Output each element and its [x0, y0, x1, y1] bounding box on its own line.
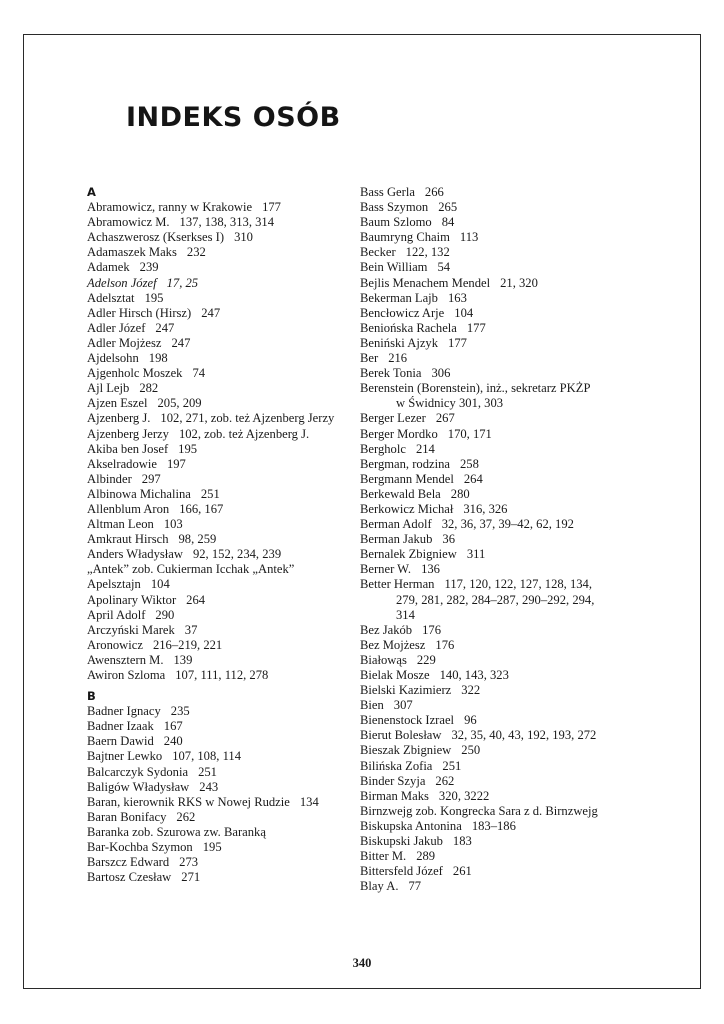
entry-pages: 36 [442, 532, 455, 547]
entry-name: Arczyński Marek [87, 622, 175, 637]
entry-name: Beniońska Rachela [360, 320, 457, 335]
index-entry [87, 593, 349, 608]
entry-pages: 37 [184, 622, 198, 637]
entry-pages: 280 [450, 486, 470, 501]
entry-name: Ajzen Eszel [87, 396, 148, 411]
entry-name: Apelsztajn [87, 577, 141, 592]
entry-pages: 251 [442, 758, 462, 773]
entry-pages: 107, 111, 112, 278 [175, 668, 269, 682]
entry-name: Bar-Kochba Szymon [87, 840, 193, 855]
entry-pages: 176 [435, 637, 455, 652]
index-entry [87, 351, 349, 366]
index-entry [87, 638, 349, 653]
entry-pages: 102, 271, zob. też Ajzenberg Jerzy [160, 411, 335, 426]
index-entry [360, 774, 650, 789]
entry-name: Bitter M. [360, 849, 407, 864]
entry-name: Bienenstock Izrael [360, 713, 455, 728]
entry-name: Bencłowicz Arje [360, 305, 445, 320]
entry-name: Berger Lezer [360, 411, 426, 426]
entry-name: Albinder [87, 471, 132, 486]
index-entry [360, 185, 650, 200]
index-entry [87, 472, 349, 487]
index-entry [87, 749, 349, 764]
index-entry [87, 442, 349, 457]
entry-pages: 104 [150, 577, 170, 592]
entry-pages: 307 [393, 698, 413, 713]
entry-name: Bittersfeld Józef [360, 864, 443, 879]
entry-name: Bergholc [360, 441, 406, 456]
entry-pages: 104 [454, 305, 474, 320]
index-entry [87, 517, 349, 532]
entry-name: Balcarczyk Sydonia [87, 764, 189, 779]
index-entry [87, 623, 349, 638]
entry-name: Bass Szymon [360, 200, 429, 215]
index-entry [360, 879, 650, 894]
entry-pages: 32, 35, 40, 43, 192, 193, 272 [451, 728, 597, 743]
index-entry [360, 502, 650, 517]
entry-name: Berkowicz Michał [360, 501, 454, 516]
entry-pages: 262 [176, 809, 196, 824]
entry-pages: 289 [416, 849, 436, 864]
index-section-a [87, 200, 349, 683]
index-entry [360, 442, 650, 457]
index-entry [87, 825, 349, 840]
index-entry [360, 381, 650, 396]
entry-name: Baranka zob. Szurowa zw. Baranką [87, 824, 266, 839]
entry-name: Aronowicz [87, 637, 143, 652]
entry-pages: 103 [163, 517, 183, 532]
entry-name: Bez Jakób [360, 622, 413, 637]
entry-name: Adler Hirsch (Hirsz) [87, 305, 192, 320]
entry-pages: 122, 132 [405, 245, 450, 260]
entry-name: Berkewald Bela [360, 486, 441, 501]
index-column-right [360, 185, 650, 894]
entry-pages: 266 [424, 185, 444, 199]
entry-name: Bejlis Menachem Mendel [360, 275, 491, 290]
index-entry [87, 487, 349, 502]
entry-name: Adamaszek Maks [87, 245, 177, 260]
index-entry [360, 427, 650, 442]
index-entry [87, 780, 349, 795]
entry-name: Berek Tonia [360, 366, 422, 381]
entry-name: Badner Ignacy [87, 704, 161, 719]
entry-pages: 322 [461, 683, 481, 698]
entry-pages: 273 [179, 855, 199, 870]
entry-name: Blay A. [360, 879, 399, 894]
entry-name: Bilińska Zofia [360, 758, 433, 773]
entry-pages: 198 [148, 351, 168, 366]
entry-name: Albinowa Michalina [87, 486, 191, 501]
index-column-left [87, 185, 349, 885]
entry-name: Awiron Szloma [87, 668, 166, 682]
entry-pages: 77 [408, 879, 422, 894]
entry-name: Baligów Władysław [87, 779, 190, 794]
index-entry [87, 396, 349, 411]
entry-pages: 214 [415, 441, 435, 456]
index-entry [360, 864, 650, 879]
entry-name: Berman Jakub [360, 532, 433, 547]
entry-pages: 239 [139, 260, 159, 275]
entry-pages: 117, 120, 122, 127, 128, 134, [444, 577, 592, 592]
entry-name: Bez Mojżesz [360, 637, 426, 652]
entry-name: Bekerman Lajb [360, 290, 438, 305]
index-entry [360, 759, 650, 774]
index-entry [87, 668, 349, 683]
entry-pages: 216 [388, 351, 408, 366]
entry-pages: 264 [186, 592, 206, 607]
index-entry [87, 840, 349, 855]
index-entry [87, 215, 349, 230]
entry-pages: 177 [466, 320, 486, 335]
index-entry [360, 623, 650, 638]
entry-pages: 261 [452, 864, 472, 879]
entry-name: April Adolf [87, 607, 146, 622]
entry-name: Baern Dawid [87, 734, 154, 749]
entry-pages: 320, 3222 [438, 788, 490, 803]
entry-name: Bielski Kazimierz [360, 683, 452, 698]
entry-pages: 176 [422, 622, 441, 637]
entry-pages: 21, 320 [500, 275, 538, 290]
index-entry [360, 789, 650, 804]
index-entry [87, 366, 349, 381]
index-entry [360, 743, 650, 758]
entry-pages: 310 [234, 230, 253, 245]
index-entry [87, 306, 349, 321]
entry-name: Ber [360, 351, 379, 366]
page-title: INDEKS OSÓB [126, 102, 341, 133]
entry-pages: 271 [181, 870, 201, 885]
entry-name: Bergman, rodzina [360, 456, 450, 471]
index-entry [87, 608, 349, 623]
entry-name: Biskupski Jakub [360, 834, 443, 849]
index-entry [360, 245, 650, 260]
entry-pages: 247 [171, 335, 191, 350]
entry-pages: 113 [459, 230, 479, 245]
entry-name: Awensztern M. [87, 652, 164, 667]
entry-pages: 282 [139, 381, 159, 396]
entry-pages: 251 [200, 486, 220, 501]
entry-name: Allenblum Aron [87, 501, 170, 516]
entry-name: Ajl Lejb [87, 381, 130, 396]
index-entry [360, 336, 650, 351]
entry-name: Bernalek Zbigniew [360, 547, 457, 562]
index-entry [360, 562, 650, 577]
entry-pages: 102, zob. też Ajzenberg J. [178, 426, 310, 441]
index-entry [87, 336, 349, 351]
index-entry [360, 366, 650, 381]
index-entry [87, 653, 349, 668]
index-entry [360, 668, 650, 683]
index-entry [360, 834, 650, 849]
entry-name: Barszcz Edward [87, 855, 170, 870]
entry-pages: 316, 326 [463, 501, 508, 516]
index-entry [87, 855, 349, 870]
entry-name: Bien [360, 698, 384, 713]
entry-name: Birnzwejg zob. Kongrecka Sara z d. Birnzwejg [360, 803, 598, 818]
entry-name: Berger Mordko [360, 426, 438, 441]
index-entry [360, 411, 650, 426]
index-entry [360, 683, 650, 698]
entry-continuation: 279, 281, 282, 284–287, 290–292, 294, [396, 592, 595, 607]
index-entry [360, 532, 650, 547]
index-entry [87, 381, 349, 396]
entry-pages: 216–219, 221 [152, 637, 223, 652]
entry-continuation: 314 [396, 607, 415, 622]
index-entry [87, 577, 349, 592]
entry-pages: 197 [166, 456, 186, 471]
entry-pages: 290 [155, 607, 175, 622]
entry-pages: 262 [435, 773, 455, 788]
index-entry [360, 230, 650, 245]
entry-name: Bergmann Mendel [360, 471, 454, 486]
entry-name: Baran Bonifacy [87, 809, 167, 824]
entry-name: Apolinary Wiktor [87, 592, 177, 607]
entry-pages: 177 [448, 335, 467, 350]
index-entry [360, 306, 650, 321]
page-number: 340 [352, 956, 372, 970]
entry-pages: 137, 138, 313, 314 [179, 215, 274, 230]
entry-pages: 195 [144, 290, 164, 305]
index-entry [360, 728, 650, 743]
entry-name: Badner Izaak [87, 719, 154, 734]
index-entry [87, 245, 349, 260]
section-letter-a: A [87, 185, 96, 199]
entry-pages: 96 [464, 713, 477, 728]
entry-pages: 177 [262, 200, 281, 215]
entry-pages: 264 [463, 471, 483, 486]
index-entry [87, 230, 349, 245]
index-entry [360, 487, 650, 502]
index-entry [87, 457, 349, 472]
index-entry [360, 653, 650, 668]
entry-name: Beniński Ajzyk [360, 335, 439, 350]
entry-pages: 235 [170, 704, 190, 719]
entry-name: Biskupska Antonina [360, 818, 462, 833]
index-entry [87, 291, 349, 306]
entry-name: Adler Mojżesz [87, 335, 162, 350]
index-entry [360, 547, 650, 562]
entry-pages: 243 [199, 779, 219, 794]
entry-name: Binder Szyja [360, 773, 426, 788]
entry-name: Achaszwerosz (Kserkses I) [87, 230, 225, 245]
entry-name: Anders Władysław [87, 547, 183, 562]
section-letter-b: B [87, 689, 96, 704]
entry-pages: 251 [198, 764, 217, 779]
entry-pages: 139 [173, 652, 193, 667]
index-entry [87, 704, 349, 719]
entry-pages: 170, 171 [447, 426, 492, 441]
index-entry [360, 713, 650, 728]
index-entry [360, 200, 650, 215]
index-entry [360, 804, 650, 819]
index-entry [87, 411, 349, 426]
index-entry [360, 849, 650, 864]
entry-continuation: w Świdnicy 301, 303 [396, 396, 504, 411]
index-entry [360, 819, 650, 834]
entry-name: Ajgenholc Moszek [87, 366, 183, 381]
entry-pages: 229 [416, 652, 436, 667]
entry-pages: 54 [437, 260, 451, 275]
index-entry [360, 577, 650, 592]
index-entry [360, 517, 650, 532]
entry-name: Baumryng Chaim [360, 230, 450, 245]
index-entry [360, 457, 650, 472]
entry-name: Bieszak Zbigniew [360, 743, 452, 758]
entry-name: Akiba ben Josef [87, 441, 169, 456]
entry-pages: 247 [201, 305, 221, 320]
entry-name: Ajdelsohn [87, 351, 139, 366]
index-entry [360, 698, 650, 713]
entry-pages: 74 [192, 366, 206, 381]
index-entry [87, 765, 349, 780]
index-entry [360, 276, 650, 291]
entry-name: Baum Szlomo [360, 215, 432, 230]
index-entry [360, 472, 650, 487]
index-entry [360, 215, 650, 230]
entry-pages: 166, 167 [179, 501, 224, 516]
index-entry [87, 427, 349, 442]
entry-pages: 17, 25 [166, 275, 199, 290]
entry-pages: 267 [435, 411, 455, 426]
index-entry [87, 870, 349, 885]
entry-name: Bartosz Czesław [87, 870, 172, 885]
entry-name: Berner W. [360, 562, 412, 577]
index-entry [87, 200, 349, 215]
entry-pages: 136 [421, 562, 440, 577]
entry-name: Abramowicz M. [87, 215, 170, 230]
entry-pages: 247 [155, 320, 175, 335]
entry-name: Becker [360, 245, 396, 260]
index-entry [87, 502, 349, 517]
entry-name: Bass Gerla [360, 185, 415, 199]
entry-name: Bielak Mosze [360, 668, 430, 682]
entry-pages: 250 [461, 743, 481, 758]
index-entry [87, 547, 349, 562]
entry-name: Bein William [360, 260, 428, 275]
entry-name: Amkraut Hirsch [87, 532, 169, 547]
entry-pages: 311 [466, 547, 486, 562]
index-entry [360, 638, 650, 653]
entry-pages: 134 [299, 794, 319, 809]
entry-name: „Antek” zob. Cukierman Icchak „Antek” [87, 562, 295, 577]
index-entry [87, 734, 349, 749]
entry-pages: 306 [431, 366, 451, 381]
entry-pages: 195 [202, 840, 222, 855]
index-entry [87, 276, 349, 291]
entry-pages: 84 [441, 215, 455, 230]
entry-name: Adamek [87, 260, 130, 275]
entry-name: Bierut Bolesław [360, 728, 442, 743]
entry-pages: 107, 108, 114 [172, 749, 241, 764]
entry-name: Ajzenberg J. [87, 411, 151, 426]
index-entry [87, 562, 349, 577]
entry-pages: 92, 152, 234, 239 [192, 547, 282, 562]
entry-name: Berenstein (Borenstein), inż., sekretarz PKŻP [360, 381, 591, 396]
index-section-b [87, 704, 349, 885]
entry-pages: 183 [452, 834, 472, 849]
entry-name: Adelson Józef [87, 275, 157, 290]
index-section-b-continued [360, 185, 650, 894]
entry-name: Ajzenberg Jerzy [87, 426, 169, 441]
entry-pages: 163 [447, 290, 467, 305]
index-entry [87, 532, 349, 547]
entry-pages: 265 [438, 200, 458, 215]
index-entry [87, 260, 349, 275]
index-entry [87, 795, 349, 810]
entry-name: Bajtner Lewko [87, 749, 163, 764]
entry-name: Akselradowie [87, 456, 157, 471]
index-entry [360, 291, 650, 306]
entry-pages: 205, 209 [157, 396, 202, 411]
index-entry [360, 321, 650, 336]
entry-pages: 240 [163, 734, 183, 749]
entry-pages: 167 [163, 719, 183, 734]
entry-name: Altman Leon [87, 517, 154, 532]
entry-name: Białowąs [360, 652, 407, 667]
index-entry [360, 351, 650, 366]
entry-name: Better Herman [360, 577, 435, 592]
entry-pages: 98, 259 [178, 532, 217, 547]
entry-name: Abramowicz, ranny w Krakowie [87, 200, 253, 215]
index-entry [87, 321, 349, 336]
index-entry [87, 810, 349, 825]
entry-name: Adelsztat [87, 290, 135, 305]
entry-pages: 297 [141, 471, 161, 486]
entry-pages: 183–186 [471, 818, 516, 833]
entry-name: Berman Adolf [360, 517, 432, 532]
entry-name: Birman Maks [360, 788, 429, 803]
entry-name: Adler Józef [87, 320, 146, 335]
entry-name: Baran, kierownik RKS w Nowej Rudzie [87, 794, 290, 809]
entry-pages: 258 [460, 456, 479, 471]
index-entry [360, 260, 650, 275]
entry-pages: 232 [186, 245, 206, 260]
index-entry [87, 719, 349, 734]
entry-pages: 32, 36, 37, 39–42, 62, 192 [441, 517, 574, 532]
entry-pages: 140, 143, 323 [439, 668, 509, 682]
entry-pages: 195 [178, 441, 198, 456]
